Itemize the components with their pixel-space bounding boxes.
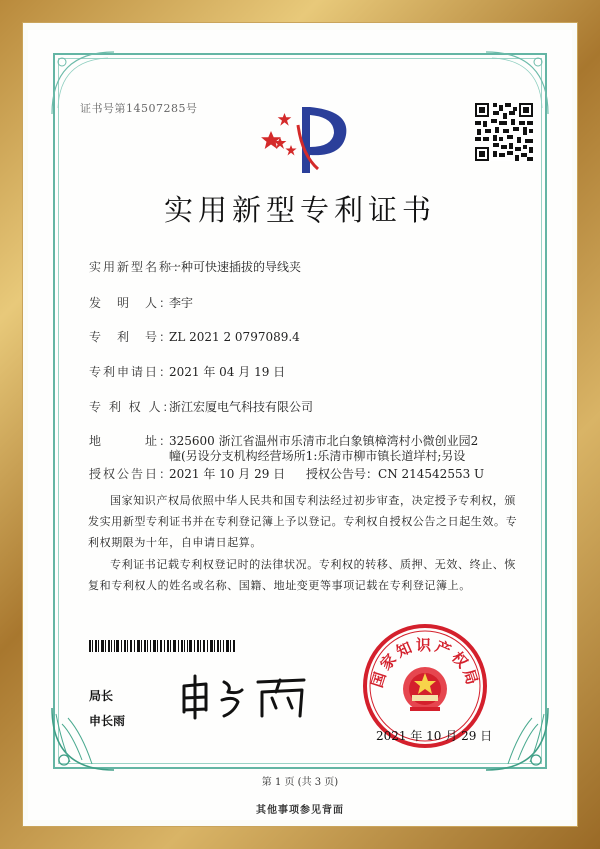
field-value: 浙江宏厦电气科技有限公司: [169, 400, 314, 414]
announcement-no-label: 授权公告号：: [306, 467, 379, 481]
paragraph-line: 利权人的姓名或名称、国籍、地址变更等事项记载在专利登记簿上。: [122, 579, 471, 592]
field-value: ZL 2021 2 0797089.4: [169, 330, 300, 344]
announcement-date: 2021 年 10 月 29 日: [169, 467, 286, 481]
field-address-continued: [169, 447, 465, 464]
field-announcement-no: [306, 465, 484, 482]
signature-icon: [176, 672, 316, 720]
paragraph-grant: [88, 490, 520, 553]
paragraph-line: 国家知识产权局依照中华人民共和国专利法经过初步审查，决定授予专利权，颁发实用: [88, 494, 516, 528]
footer-note: 其他事项参见背面: [256, 805, 344, 816]
announcement-no: CN 214542553 U: [378, 467, 485, 481]
director-name: 申长雨: [89, 714, 126, 728]
address-line-1: 325600 浙江省温州市乐清市北白象镇樟湾村小微创业园2: [169, 434, 479, 448]
page-indicator: 第 1 页 (共 3 页): [261, 777, 339, 788]
address-line-2: 幢(另设分支机构经营场所1:乐清市柳市镇长道垟村;另设: [169, 449, 466, 463]
paragraph-line: 自申请日起算。: [180, 536, 263, 549]
paragraph-legal-status: [88, 554, 520, 596]
field-value: 2021 年 04 月 19 日: [169, 365, 286, 379]
field-inventor: [89, 294, 193, 311]
field-label: 地 址：: [89, 434, 174, 448]
paragraph-line: 新型专利证书并在专利登记簿上予以登记。专利权自授权公告之日起生效。专利权期限为十年，: [88, 515, 518, 549]
field-announcement: [89, 465, 285, 482]
field-utility-model-name: [89, 258, 301, 275]
cnipa-logo-icon: [258, 95, 354, 177]
field-value: 李宇: [169, 296, 194, 310]
field-label: 专 利 号：: [89, 330, 174, 344]
certificate-title: 实用新型专利证书: [163, 193, 436, 227]
seal-text: 国家知识产权局: [367, 636, 483, 690]
corner-ornament-bottom-right: [482, 704, 552, 774]
field-filing-date: [89, 363, 285, 380]
field-label: 发 明 人：: [89, 296, 174, 310]
seal-date: 2021 年 10 月 29 日: [376, 729, 493, 743]
field-patent-no: [89, 328, 300, 345]
field-label: 专利申请日：: [89, 365, 174, 379]
certificate-number: 证书号第14507285号: [80, 102, 198, 115]
field-patentee: [89, 398, 313, 415]
paragraph-line: 专利证书记载专利权登记时的法律状况。专利权的转移、质押、无效、终止、恢复和专: [88, 558, 516, 592]
director-label: 局长: [89, 689, 114, 703]
field-label: 实用新型名称：: [89, 260, 188, 274]
field-value: 一种可快速插拔的导线夹: [169, 260, 302, 274]
barcode-icon: [89, 640, 237, 652]
field-label: 专 利 权 人：: [89, 400, 177, 414]
field-label: 授权公告日：: [89, 467, 174, 481]
qr-code-icon: [474, 103, 534, 161]
